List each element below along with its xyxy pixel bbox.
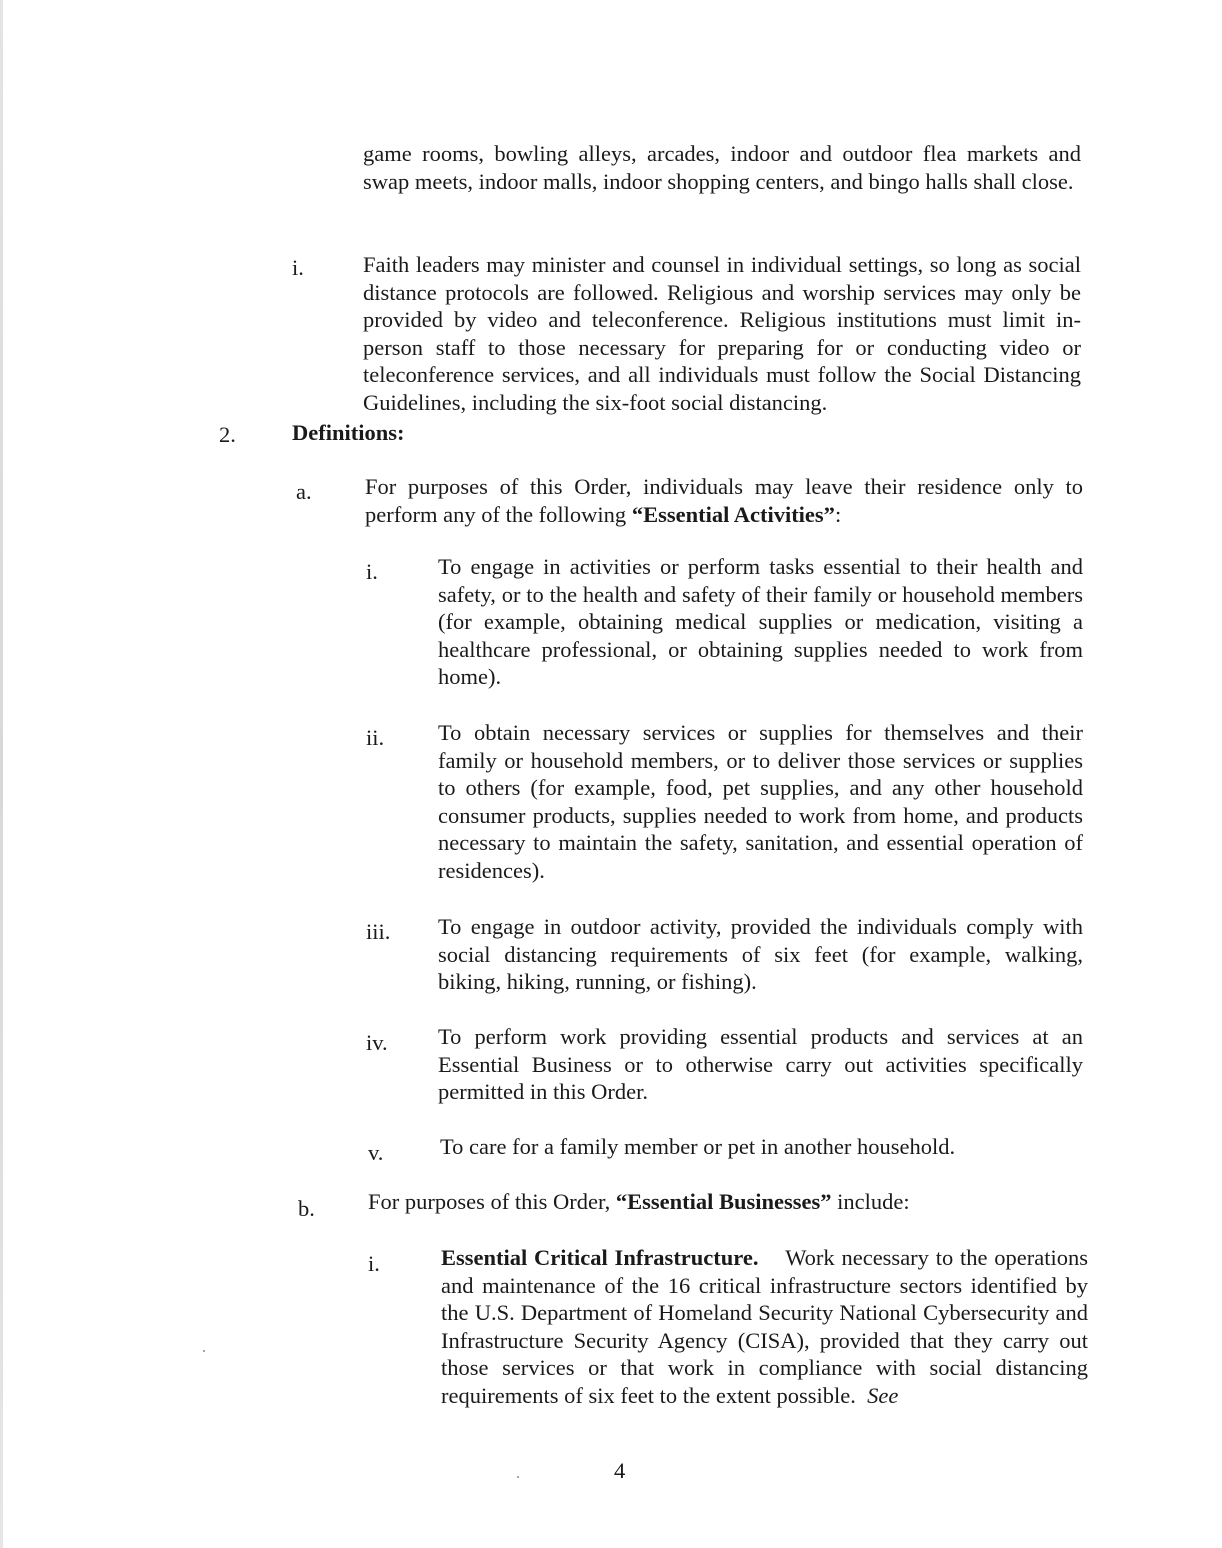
activity-paragraph: To engage in outdoor activity, provided the individuals comply with social distancing requirements of six feet (for example, walking, biking, hiking, running, or fishing). — [438, 914, 1083, 995]
activity-marker: v. — [368, 1140, 384, 1165]
item-a-colon: : — [834, 501, 842, 527]
business-1-text: Work necessary to the operations and maintenance of the 16 critical infrastructure sectors identified by the U.S. Department of Homeland Security National Cybersecurity and Infrastructure Security Agency (CISA), provided that they carry out those services or that work in compliance with social distancing requirements of six feet to the extent possible. — [441, 1245, 1088, 1408]
item-a-paragraph — [365, 473, 1083, 528]
activity-marker: i. — [366, 559, 378, 584]
business-1-see: See — [867, 1382, 899, 1408]
activity-paragraph: To care for a family member or pet in another household. — [440, 1134, 956, 1159]
item-a-text: For purposes of this Order, individuals may leave their residence only to perform any of the following — [365, 474, 1083, 527]
scan-speck — [517, 1476, 519, 1478]
activity-marker: ii. — [366, 725, 385, 750]
item-1i-paragraph: Faith leaders may minister and counsel in individual settings, so long as social distance protocols are followed. Religious and worship services may only be provided by video and teleconference. Religious institutions must limit in-person staff to those necessary for preparing for or conducting video or teleconference services, and all individuals must follow the Social Distancing Guidelines, including the six-foot social distancing. — [363, 252, 1081, 415]
business-1-marker: i. — [368, 1251, 380, 1276]
item-b-paragraph — [368, 1188, 1086, 1216]
item-b-text: For purposes of this Order, — [368, 1189, 616, 1214]
scan-edge — [0, 0, 3, 1548]
section-2-number: 2. — [219, 422, 236, 447]
section-2-heading: Definitions: — [292, 420, 405, 445]
essential-businesses-term: “Essential Businesses” — [615, 1189, 832, 1214]
activity-paragraph: To perform work providing essential products and services at an Essential Business or to otherwise carry out activities specifically permitted in this Order. — [438, 1024, 1083, 1105]
activity-marker: iv. — [366, 1030, 388, 1055]
scan-speck — [203, 1350, 205, 1352]
page-number: 4 — [614, 1458, 626, 1483]
carry-over-paragraph: game rooms, bowling alleys, arcades, indoor and outdoor flea markets and swap meets, indoor malls, indoor shopping centers, and bingo halls shall close. — [363, 141, 1081, 194]
item-1i-marker: i. — [292, 255, 304, 280]
activity-paragraph: To engage in activities or perform tasks essential to their health and safety, or to the health and safety of their family or household members (for example, obtaining medical supplies or medication, visiting a healthcare professional, or obtaining supplies needed to work from home). — [438, 554, 1083, 690]
business-1-paragraph — [441, 1244, 1088, 1410]
essential-activities-term: “Essential Activities” — [631, 501, 835, 527]
activity-paragraph: To obtain necessary services or supplies for themselves and their family or household members, or to deliver those services or supplies to others (for example, food, pet supplies, and any other household consumer products, supplies needed to work from home, and products necessary to maintain the safety, sanitation, and essential operation of residences). — [438, 720, 1083, 883]
business-1-title: Essential Critical Infrastructure. — [441, 1245, 759, 1270]
activity-marker: iii. — [366, 919, 391, 944]
item-a-marker: a. — [296, 479, 312, 504]
item-b-tail: include: — [831, 1189, 910, 1214]
item-b-marker: b. — [298, 1196, 315, 1221]
